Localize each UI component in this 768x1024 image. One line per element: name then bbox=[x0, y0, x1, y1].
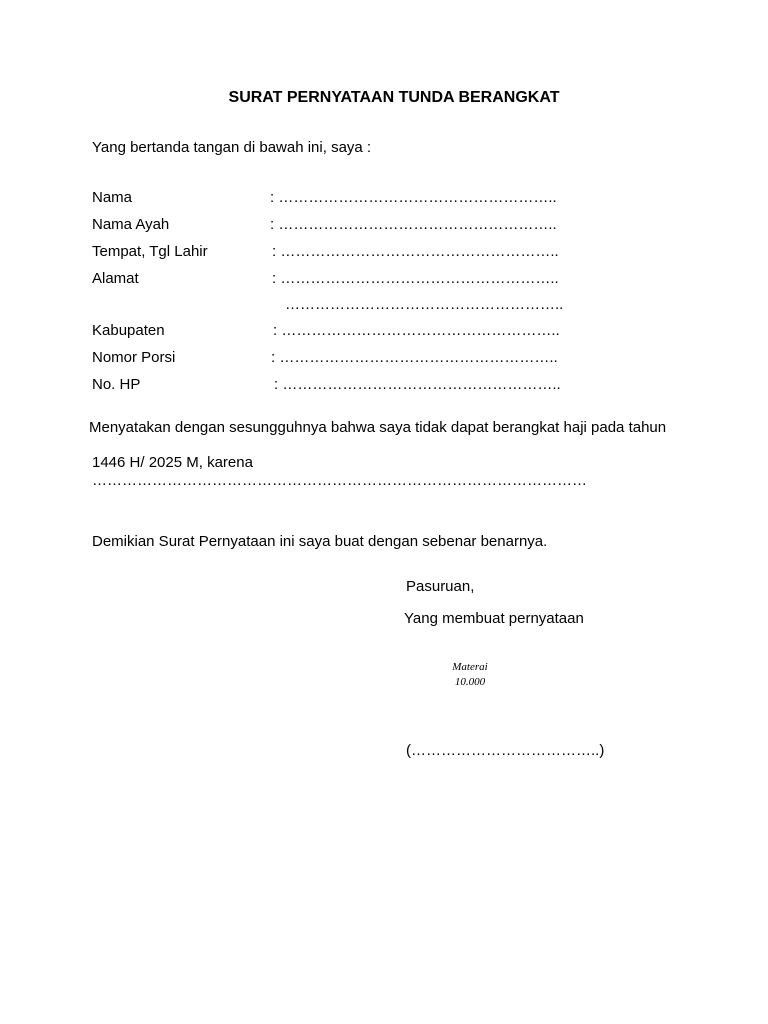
field-value-alamat: : ……………………………………………….. bbox=[272, 270, 559, 287]
closing-text: Demikian Surat Pernyataan ini saya buat dengan sebenar benarnya. bbox=[92, 533, 548, 550]
field-value-no-hp: : ……………………………………………….. bbox=[274, 376, 561, 393]
field-label-tempat-tgl-lahir: Tempat, Tgl Lahir bbox=[92, 243, 208, 260]
signature-role: Yang membuat pernyataan bbox=[404, 610, 584, 627]
signature-place: Pasuruan, bbox=[406, 578, 475, 595]
field-label-kabupaten: Kabupaten bbox=[92, 322, 165, 339]
stamp-label: Materai bbox=[452, 661, 488, 673]
field-value-nomor-porsi: : ……………………………………………….. bbox=[271, 349, 558, 366]
field-value-kabupaten: : ……………………………………………….. bbox=[273, 322, 560, 339]
intro-text: Yang bertanda tangan di bawah ini, saya : bbox=[92, 139, 372, 156]
field-label-no-hp: No. HP bbox=[92, 376, 141, 393]
field-value-nama-ayah: : ……………………………………………….. bbox=[270, 216, 557, 233]
field-label-alamat: Alamat bbox=[92, 270, 139, 287]
field-label-nama: Nama bbox=[92, 189, 133, 206]
field-value-nama: : ……………………………………………….. bbox=[270, 189, 557, 206]
statement-line-1: Menyatakan dengan sesungguhnya bahwa saya tidak dapat berangkat haji pada tahun bbox=[89, 419, 667, 436]
field-value-tempat-tgl-lahir: : ……………………………………………….. bbox=[272, 243, 559, 260]
statement-line-2: 1446 H/ 2025 M, karena bbox=[92, 454, 253, 471]
field-value-alamat-continuation: ……………………………………………….. bbox=[285, 296, 564, 313]
document-title: SURAT PERNYATAAN TUNDA BERANGKAT bbox=[228, 89, 560, 106]
statement-dots: ……………………………………………………………………………………… bbox=[92, 472, 587, 489]
field-label-nomor-porsi: Nomor Porsi bbox=[92, 349, 176, 366]
field-label-nama-ayah: Nama Ayah bbox=[92, 216, 170, 233]
signature-name-placeholder: (………………………………..) bbox=[406, 742, 605, 759]
stamp-value: 10.000 bbox=[454, 676, 486, 688]
